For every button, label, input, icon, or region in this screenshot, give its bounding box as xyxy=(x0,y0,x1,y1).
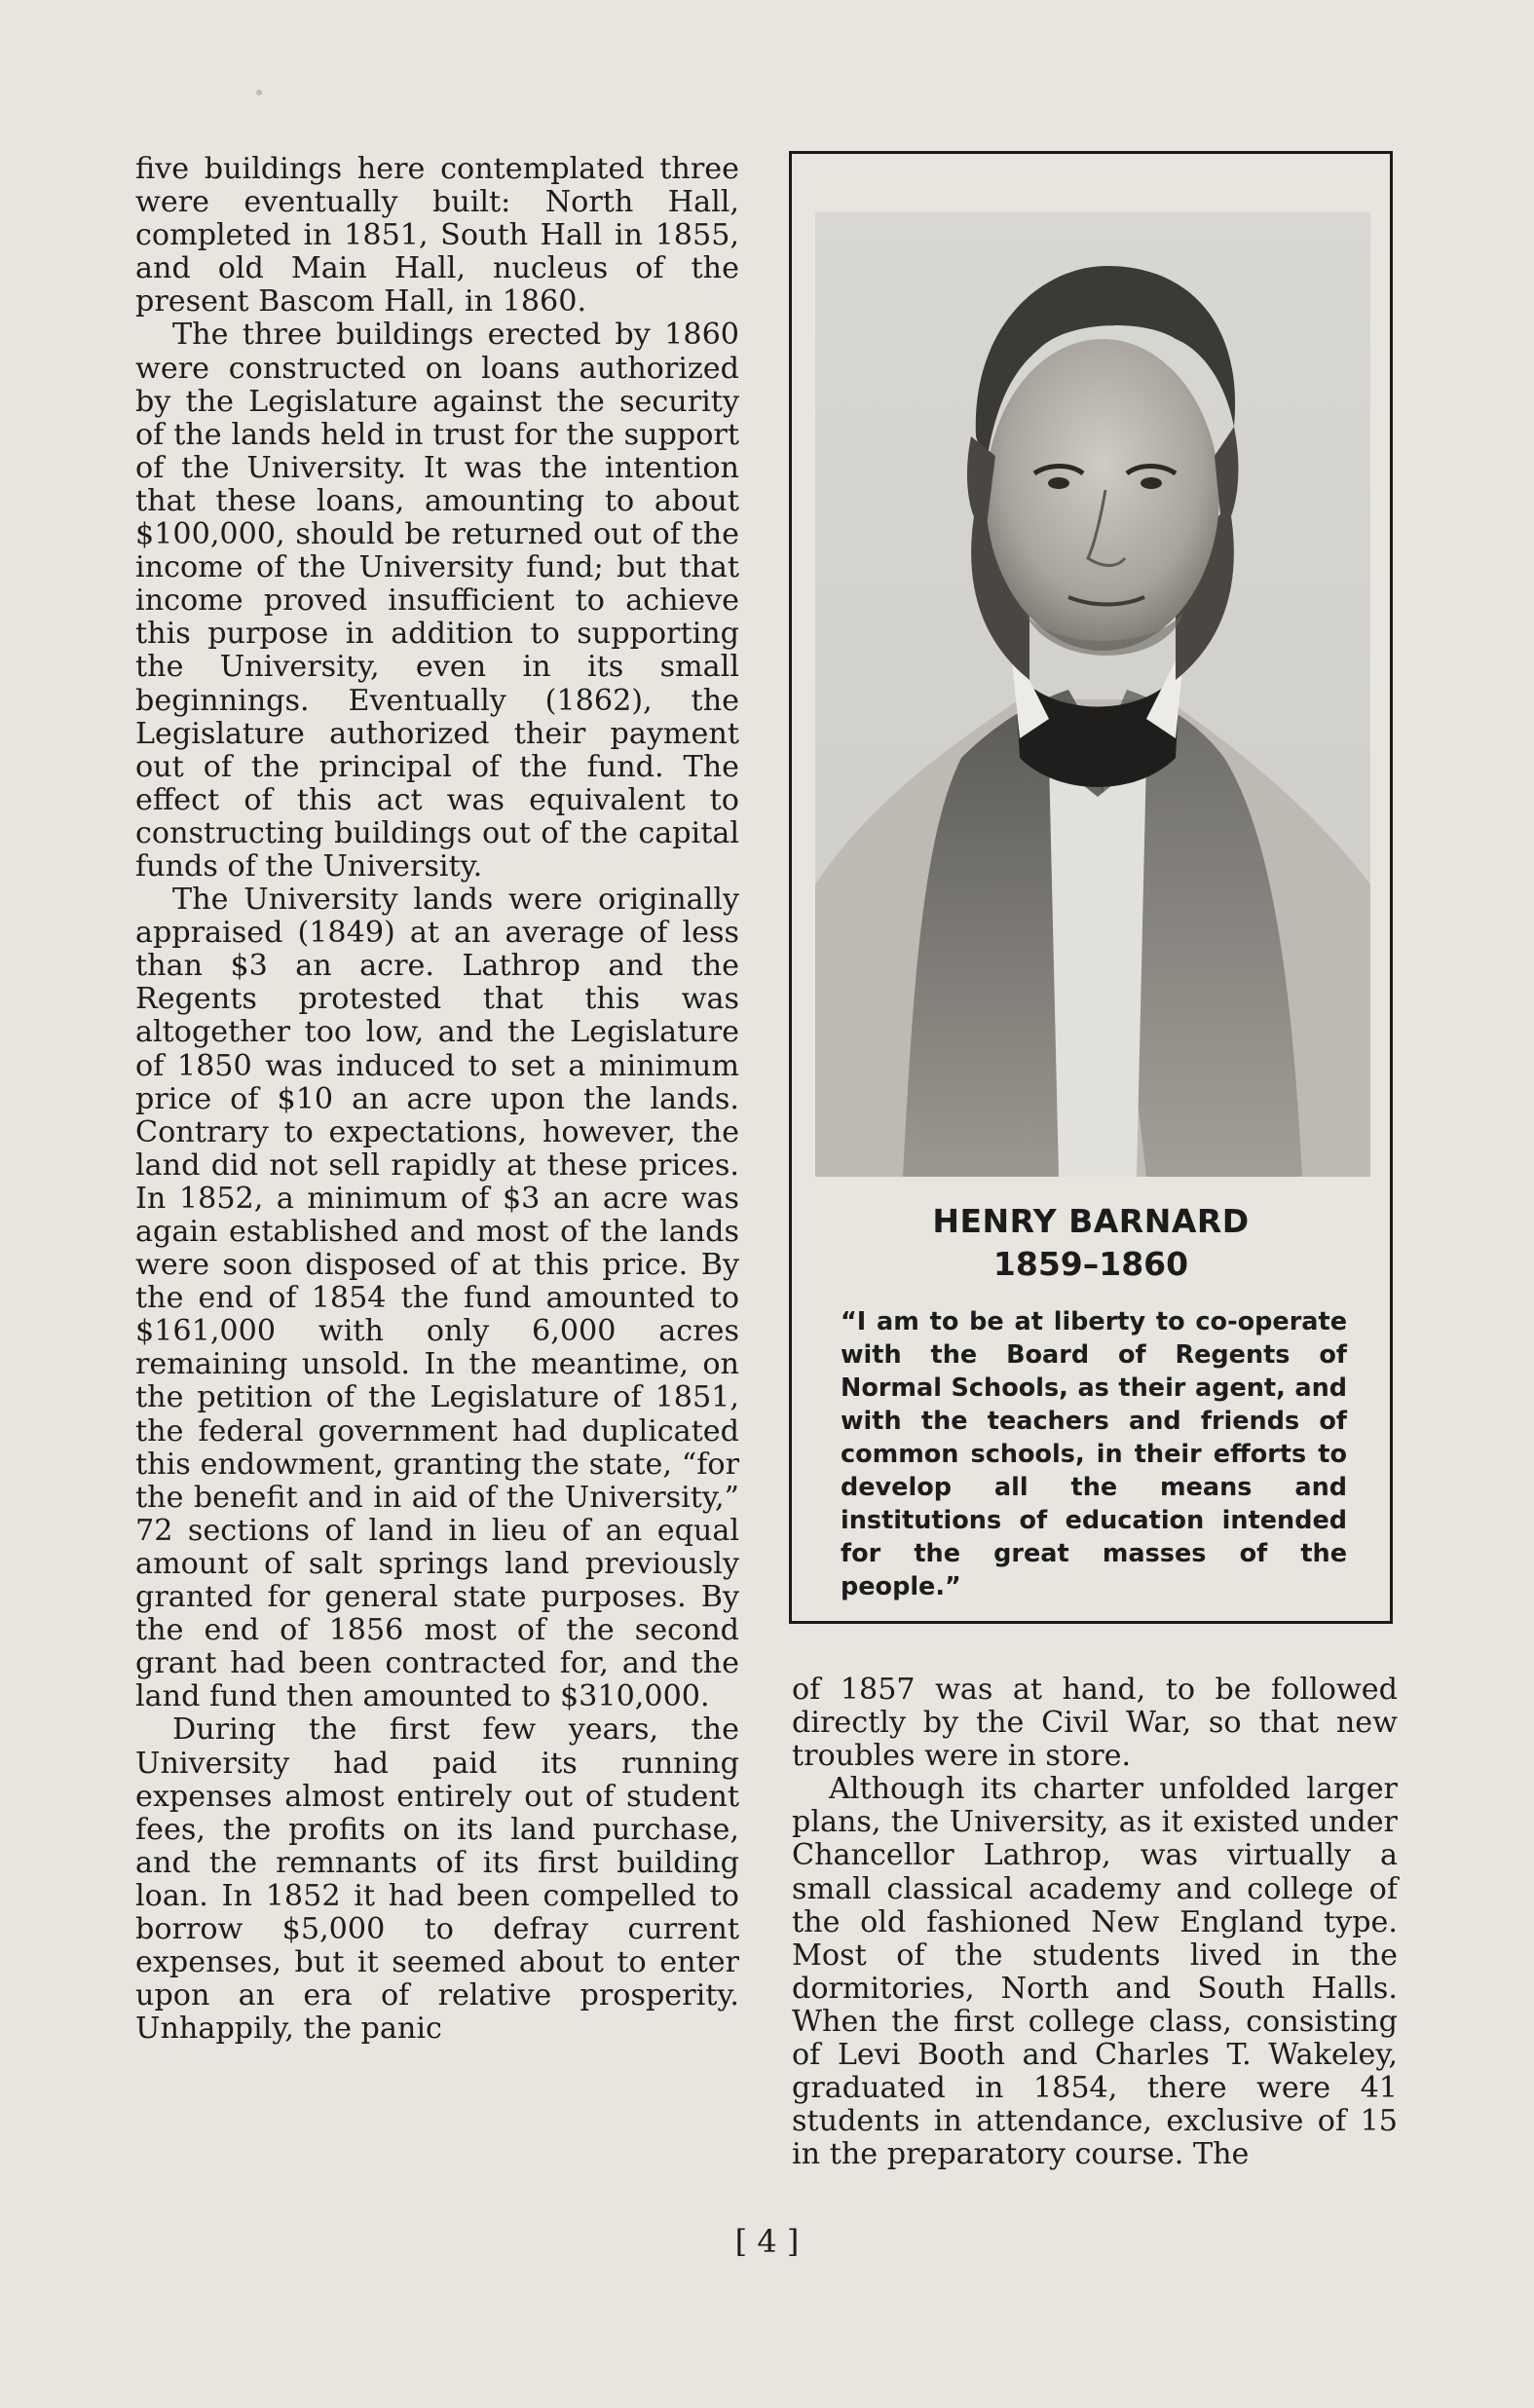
henry-barnard-portrait xyxy=(815,212,1370,1177)
article-left-column xyxy=(135,153,739,2046)
barnard-quote: “I am to be at liberty to co-operate with the Board of Regents of Normal Schools, as their agent, and with the teachers and friends of common schools, in their efforts to develop all the means and institutions of education intended for the great masses of the people.” xyxy=(841,1307,1347,1601)
page-number: [ 4 ] xyxy=(734,2223,800,2260)
page-speck xyxy=(256,90,262,95)
portrait-engraving xyxy=(815,212,1370,1177)
portrait-sidebar xyxy=(789,151,1393,1624)
paragraph: Although its charter unfolded larger plans, the University, as it existed under Chancellor Lathrop, was virtually a small classical academy and college of the old fashioned New England type. Most of the students lived in the dormitories, North and South Halls. When the first college class, consisting of Levi Booth and Charles T. Wakeley, graduated in 1854, there were 41 students in attendance, exclusive of 15 in the preparatory course. The xyxy=(792,1772,1398,2172)
paragraph: five buildings here contemplated three were eventually built: North Hall, completed in 1851, South Hall in 1855, and old Main Hall, nucleus of the present Bascom Hall, in 1860. xyxy=(135,152,739,320)
portrait-caption-name: HENRY BARNARD xyxy=(932,1202,1250,1240)
paragraph: of 1857 was at hand, to be followed directly by the Civil War, so that new troubles were in store. xyxy=(792,1673,1398,1774)
paragraph: The University lands were originally appraised (1849) at an average of less than $3 an acre. Lathrop and the Regents protested that this was altogether too low, and the Legislature of 1850 was induced to set a minimum price of $10 an acre upon the lands. Contrary to expectations, however, the land did not sell rapidly at these prices. In 1852, a minimum of $3 an acre was again established and most of the lands were soon disposed of at this price. By the end of 1854 the fund amounted to $161,000 with only 6,000 acres remaining unsold. In the meantime, on the petition of the Legislature of 1851, the federal government had duplicated this endowment, granting the state, “for the benefit and in aid of the University,” 72 sections of land in lieu of an equal amount of salt springs land previously granted for general state purposes. By the end of 1856 most of the second grant had been contracted for, and the land fund then amounted to $310,000. xyxy=(135,883,739,1714)
portrait-caption-years: 1859–1860 xyxy=(992,1245,1189,1283)
paragraph: The three buildings erected by 1860 were constructed on loans authorized by the Legislature against the security of the lands held in trust for the support of the University. It was the intention that these loans, amounting to about $100,000, should be returned out of the income of the University fund; but that income proved insufficient to achieve this purpose in addition to supporting the University, even in its small beginnings. Eventually (1862), the Legislature authorized their payment out of the principal of the fund. The effect of this act was equivalent to constructing buildings out of the capital funds of the University. xyxy=(135,318,739,884)
paragraph: During the first few years, the University had paid its running expenses almost entirely out of student fees, the profits on its land purchase, and the remnants of its first building loan. In 1852 it had been compelled to borrow $5,000 to defray current expenses, but it seemed about to enter upon an era of relative prosperity. Unhappily, the panic xyxy=(135,1712,739,2047)
article-right-column xyxy=(792,1674,1398,2171)
